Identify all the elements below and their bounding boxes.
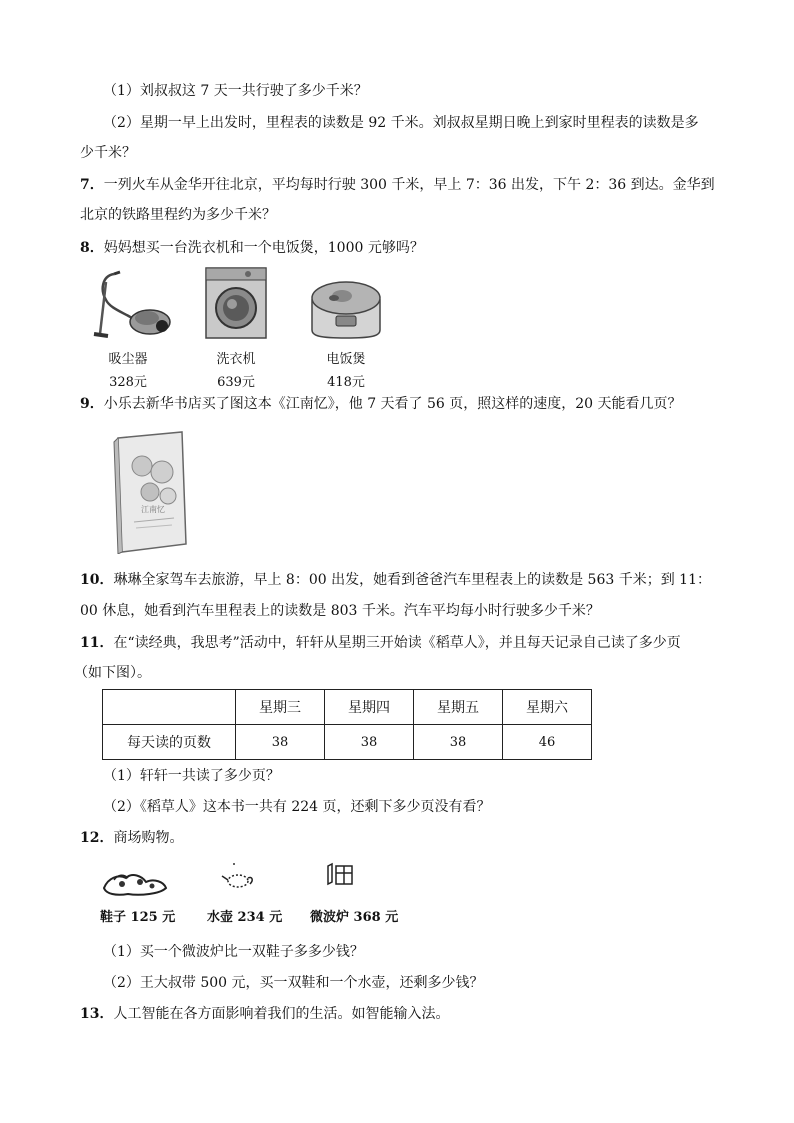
q7-text: 一列火车从金华开往北京，平均每时行驶 300 千米，早上 7：36 出发，下午 2：36 到达。金华到 xyxy=(103,177,715,193)
q8-item-price-vacuum: 328元 xyxy=(109,375,147,390)
q12-text: 商场购物。 xyxy=(113,830,184,846)
q12-sub2: （2）王大叔带 500 元，买一双鞋和一个水壶，还剩多少钱？ xyxy=(103,975,484,991)
q13-line xyxy=(80,1004,449,1024)
q9-text: 小乐去新华书店买了图这本《江南忆》，他 7 天看了 56 页，照这样的速度，20 天能看几页？ xyxy=(103,396,682,412)
q11-sub2: （2）《稻草人》这本书一共有 224 页，还剩下多少页没有看？ xyxy=(103,799,491,815)
q7-line2: 北京的铁路里程约为多少千米？ xyxy=(80,207,276,223)
q11-line2: （如下图）。 xyxy=(74,665,151,681)
q8-line xyxy=(80,238,424,258)
table-cell: 38 xyxy=(325,725,414,760)
q8-item-name-vacuum: 吸尘器 xyxy=(108,352,148,367)
table-header-cell: 星期五 xyxy=(414,690,503,725)
q8-item-price-washer: 639元 xyxy=(217,375,255,390)
q13-number: 13． xyxy=(80,1006,114,1022)
shoes-price-label: 鞋子 125 元 xyxy=(100,910,176,925)
q10-number: 10． xyxy=(80,572,114,588)
book-cover-title: 江南忆 xyxy=(141,505,165,514)
q11-sub1: （1）轩轩一共读了多少页？ xyxy=(103,768,280,784)
table-header-cell xyxy=(103,690,236,725)
q12-sub1: （1）买一个微波炉比一双鞋子多多少钱？ xyxy=(103,944,364,960)
q9-line xyxy=(80,394,682,414)
shoes-icon xyxy=(100,866,170,898)
q8-text: 妈妈想买一台洗衣机和一个电饭煲，1000 元够吗？ xyxy=(103,240,424,256)
q12-line xyxy=(80,828,183,848)
q8-number: 8． xyxy=(80,240,104,256)
reading-record-table xyxy=(102,689,592,760)
washing-machine-icon xyxy=(204,266,268,340)
q6-sub2-line1: （2）星期一早上出发时，里程表的读数是 92 千米。刘叔叔星期日晚上到家时里程表的读数是多 xyxy=(103,115,699,131)
table-cell: 38 xyxy=(414,725,503,760)
rice-cooker-icon xyxy=(306,274,386,340)
table-header-row xyxy=(103,690,592,725)
q11-number: 11． xyxy=(80,635,114,651)
table-header-cell: 星期六 xyxy=(503,690,592,725)
table-cell: 38 xyxy=(236,725,325,760)
q13-text: 人工智能在各方面影响着我们的生活。如智能输入法。 xyxy=(113,1006,450,1022)
microwave-icon xyxy=(326,862,356,888)
q12-number: 12． xyxy=(80,830,114,846)
table-row-label: 每天读的页数 xyxy=(103,725,236,760)
table-header-cell: 星期三 xyxy=(236,690,325,725)
kettle-price-label: 水壶 234 元 xyxy=(207,910,283,925)
q10-line2: 00 休息，她看到汽车里程表上的读数是 803 千米。汽车平均每小时行驶多少千米？ xyxy=(80,603,600,619)
microwave-price-label: 微波炉 368 元 xyxy=(310,910,399,925)
q8-item-name-washer: 洗衣机 xyxy=(216,352,256,367)
q10-text: 琳琳全家驾车去旅游，早上 8：00 出发，她看到爸爸汽车里程表上的读数是 563 千米；到 11： xyxy=(113,572,711,588)
table-row xyxy=(103,725,592,760)
q8-item-name-cooker: 电饭煲 xyxy=(326,352,366,367)
table-header-cell: 星期四 xyxy=(325,690,414,725)
q7-line1 xyxy=(80,175,715,195)
q11-text: 在“读经典，我思考”活动中，轩轩从星期三开始读《稻草人》，并且每天记录自己读了多少页 xyxy=(113,635,681,651)
q6-sub2-line2: 少千米？ xyxy=(80,145,136,161)
table-cell: 46 xyxy=(503,725,592,760)
q7-number: 7． xyxy=(80,177,104,193)
q6-sub1: （1）刘叔叔这 7 天一共行驶了多少千米？ xyxy=(103,83,368,99)
q9-number: 9． xyxy=(80,396,104,412)
q11-line1 xyxy=(80,633,681,653)
kettle-icon xyxy=(220,862,256,892)
q8-item-price-cooker: 418元 xyxy=(327,375,365,390)
q10-line1 xyxy=(80,570,711,590)
book-cover-image xyxy=(112,430,192,554)
vacuum-cleaner-icon xyxy=(92,268,174,340)
